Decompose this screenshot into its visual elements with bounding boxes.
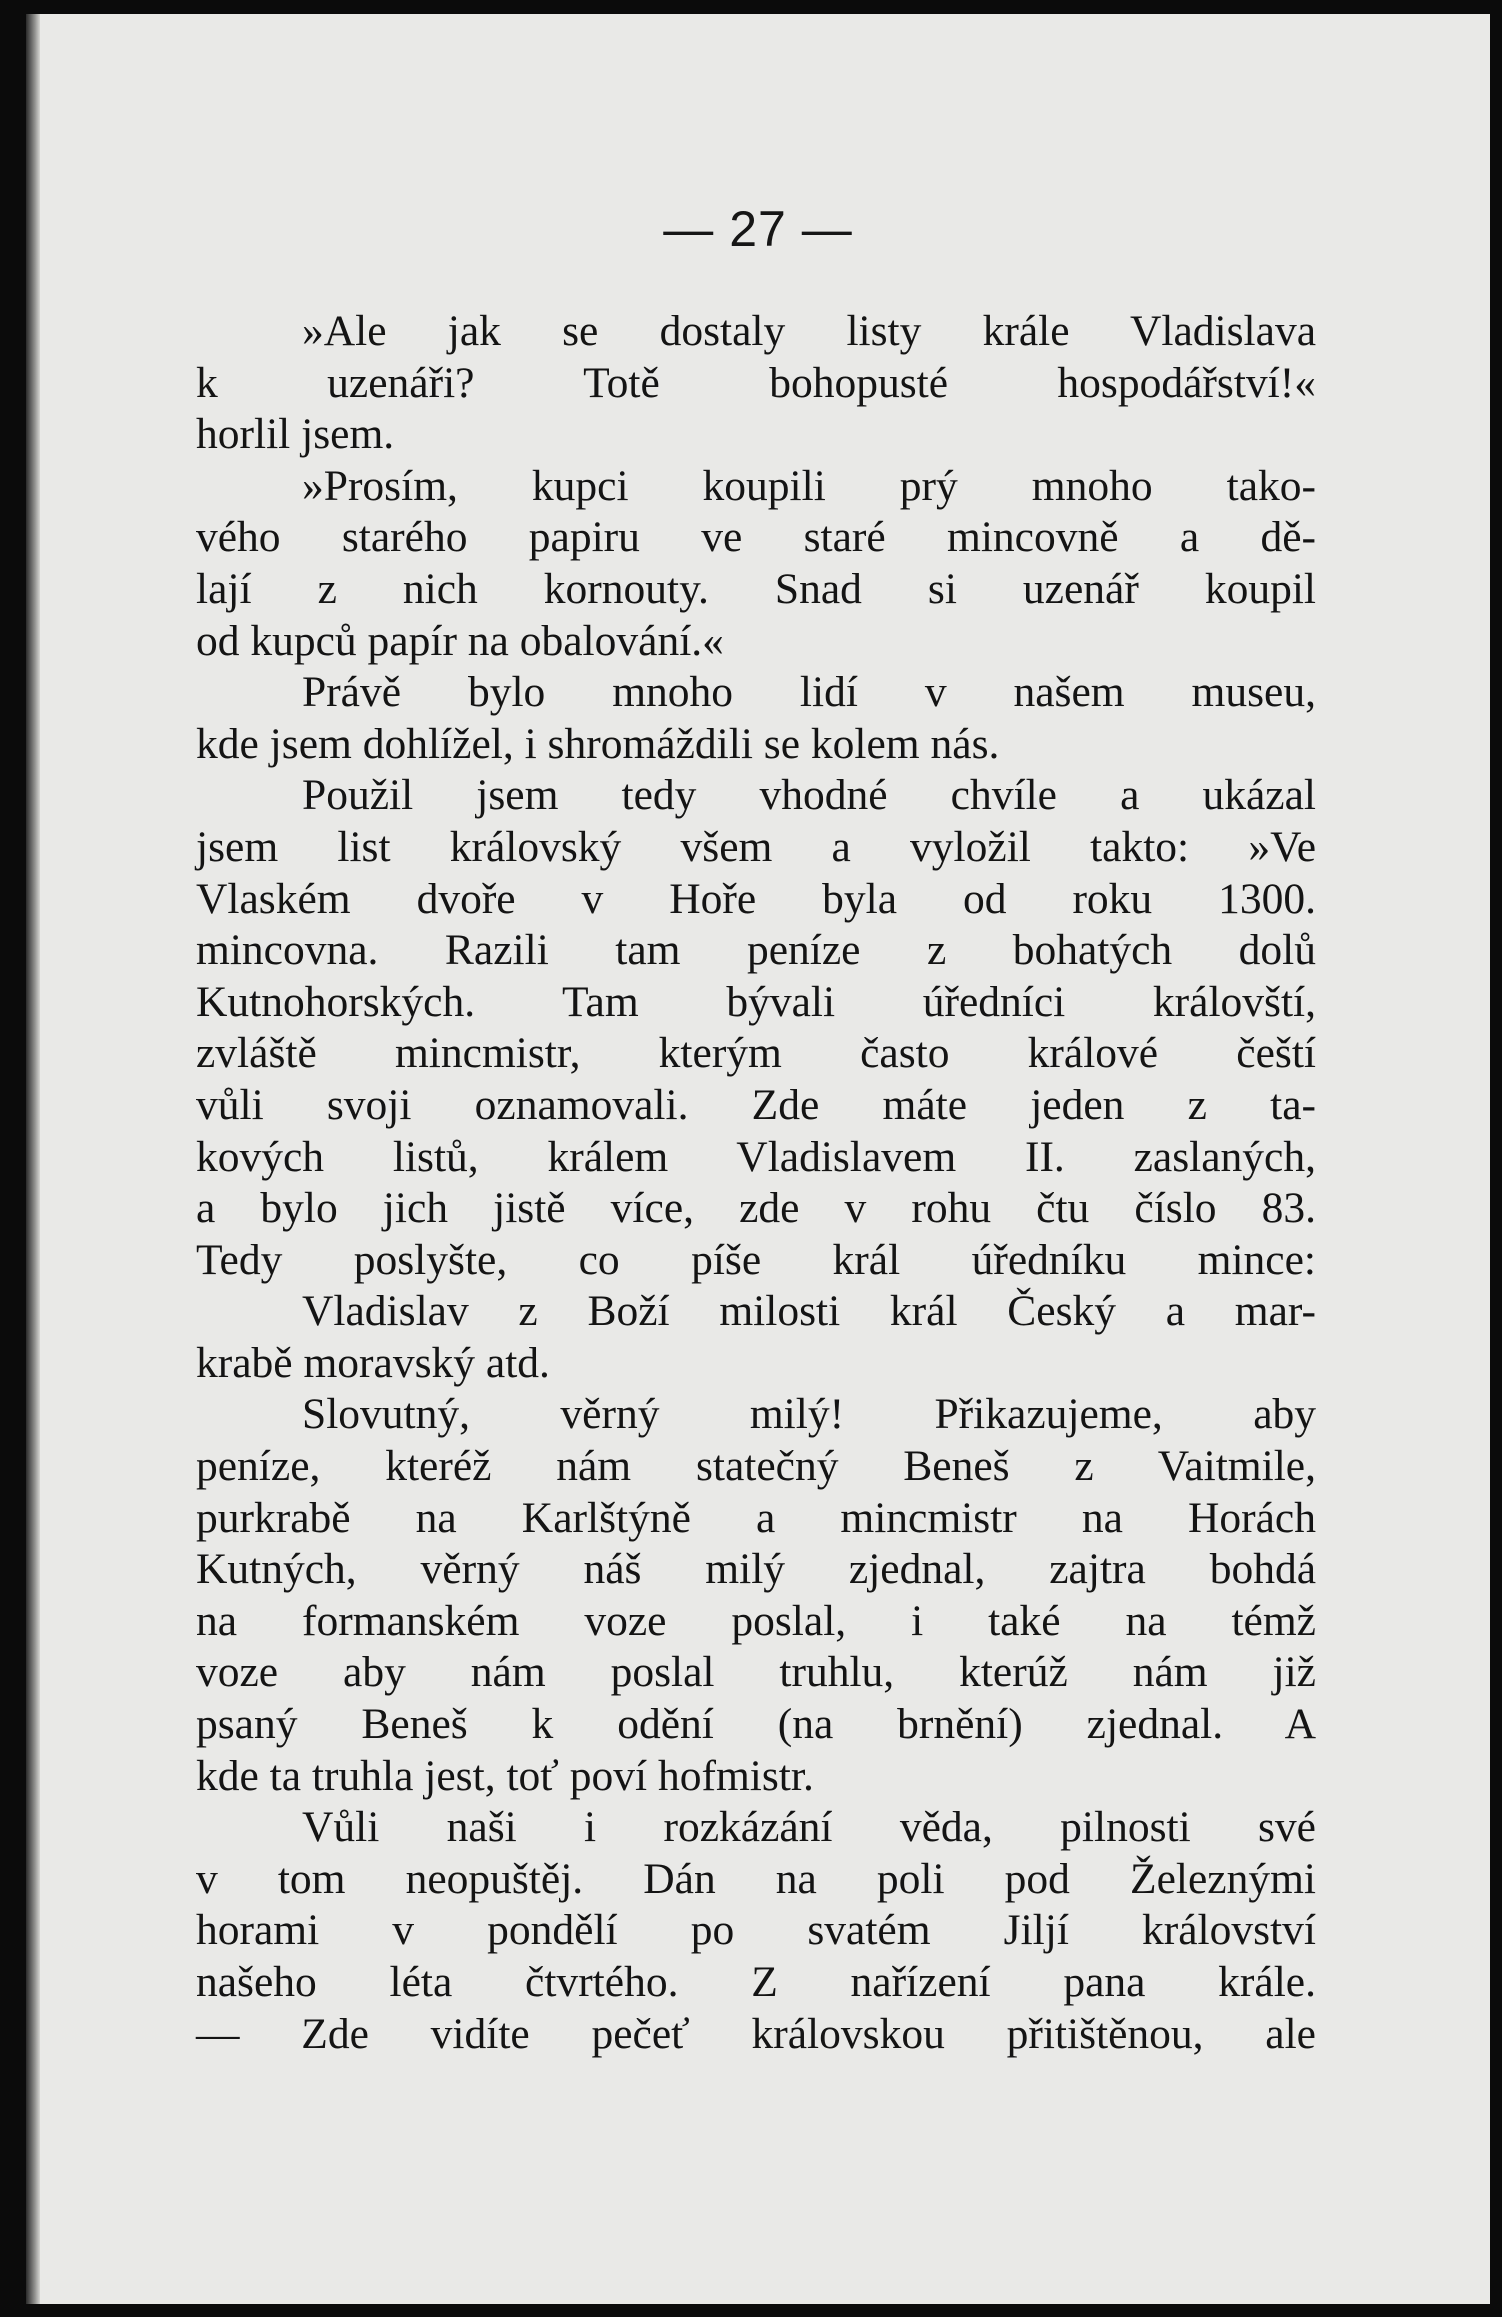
text-line: peníze, kteréž nám statečný Beneš z Vaitmile, (196, 1442, 1316, 1491)
text-line: Slovutný, věrný milý! Přikazujeme, aby (302, 1390, 1316, 1439)
text-line: kde jsem dohlížel, i shromáždili se kolem nás. (196, 719, 1000, 768)
book-page (26, 14, 1490, 2304)
text-line: »Prosím, kupci koupili prý mnoho tako- (302, 461, 1316, 510)
body-text (196, 306, 1316, 2060)
text-line: krabě moravský atd. (196, 1338, 550, 1387)
text-line: k uzenáři? Totě bohopusté hospodářství!« (196, 358, 1316, 407)
book-spine-shadow (26, 14, 40, 2304)
text-line: voze aby nám poslal truhlu, kterúž nám již (196, 1648, 1316, 1697)
text-line: mincovna. Razili tam peníze z bohatých dolů (196, 926, 1316, 975)
text-line: jsem list královský všem a vyložil takto: »Ve (196, 822, 1316, 871)
text-line: purkrabě na Karlštýně a mincmistr na Horách (196, 1493, 1316, 1542)
text-line: horlil jsem. (196, 410, 395, 459)
text-line: lají z nich kornouty. Snad si uzenář koupil (196, 564, 1316, 613)
text-line: psaný Beneš k odění (na brnění) zjednal. A (196, 1700, 1316, 1749)
text-line: od kupců papír na obalování.« (196, 616, 724, 665)
text-line: Vlaském dvoře v Hoře byla od roku 1300. (196, 874, 1316, 923)
text-line: »Ale jak se dostaly listy krále Vladislava (302, 307, 1316, 355)
text-line: — Zde vidíte pečeť královskou přitištěnou, ale (196, 2009, 1316, 2058)
text-line: Tedy poslyšte, co píše král úředníku mince: (196, 1235, 1316, 1284)
text-line: zvláště mincmistr, kterým často králové čeští (196, 1029, 1316, 1078)
text-line: Kutnohorských. Tam bývali úředníci královští, (196, 977, 1316, 1026)
text-line: kde ta truhla jest, toť poví hofmistr. (196, 1751, 814, 1800)
page-number: — 27 — (663, 201, 853, 257)
text-line: horami v pondělí po svatém Jiljí království (196, 1906, 1316, 1955)
text-line: na formanském voze poslal, i také na témž (196, 1596, 1316, 1645)
text-line: kových listů, králem Vladislavem II. zaslaných, (196, 1132, 1316, 1181)
text-line: v tom neopuštěj. Dán na poli pod Železnými (196, 1854, 1316, 1903)
text-line: Použil jsem tedy vhodné chvíle a ukázal (302, 771, 1316, 820)
text-line: vého starého papiru ve staré mincovně a dě- (196, 513, 1316, 562)
text-line: vůli svoji oznamovali. Zde máte jeden z ta- (196, 1080, 1316, 1129)
text-line: Právě bylo mnoho lidí v našem museu, (302, 668, 1316, 717)
text-line: Vůli naši i rozkázání věda, pilnosti své (302, 1803, 1316, 1852)
text-line: a bylo jich jistě více, zde v rohu čtu číslo 83. (196, 1184, 1316, 1233)
text-line: Vladislav z Boží milosti král Český a mar- (302, 1287, 1316, 1336)
text-line: Kutných, věrný náš milý zjednal, zajtra bohdá (196, 1545, 1316, 1594)
text-line: našeho léta čtvrtého. Z nařízení pana krále. (196, 1958, 1316, 2006)
